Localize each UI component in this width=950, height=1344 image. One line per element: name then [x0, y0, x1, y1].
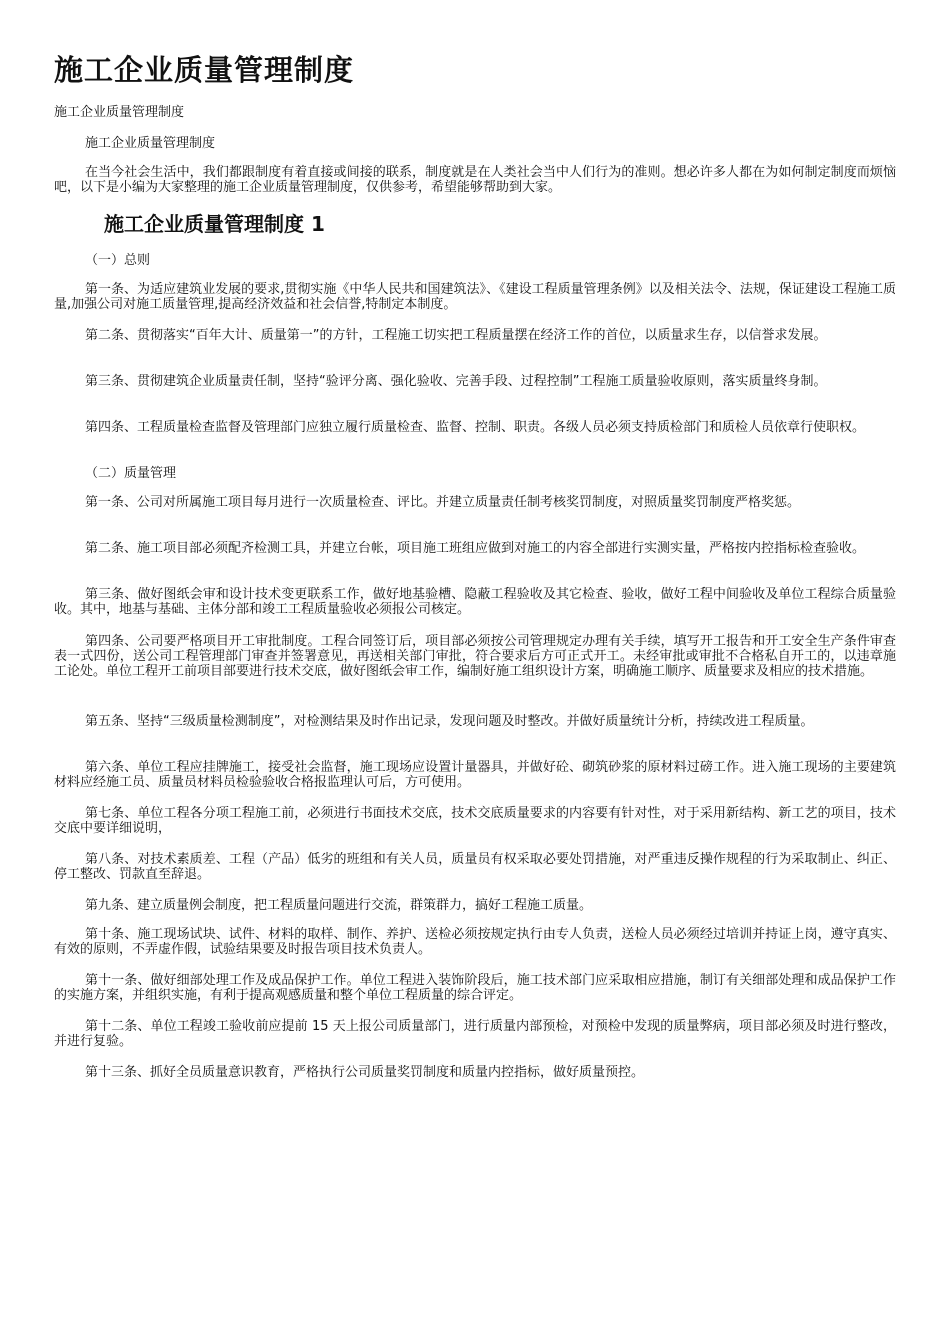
article-paragraph: 第十二条、单位工程竣工验收前应提前 15 天上报公司质量部门，进行质量内部预检，对预检中发现的质量弊病，项目部必须及时进行整改，并进行复验。 — [54, 1019, 896, 1049]
article-paragraph: 第一条、为适应建筑业发展的要求,贯彻实施《中华人民共和国建筑法》、《建设工程质量管理条例》以及相关法令、法规，保证建设工程施工质量,加强公司对施工质量管理,提高经济效益和社会信誉,特制定本制度。 — [54, 282, 896, 312]
article-paragraph: 第十一条、做好细部处理工作及成品保护工作。单位工程进入装饰阶段后，施工技术部门应采取相应措施，制订有关细部处理和成品保护工作的实施方案，并组织实施，有利于提高观感质量和整个单位工程质量的综合评定。 — [54, 973, 896, 1003]
article-paragraph: 第六条、单位工程应挂牌施工，接受社会监督，施工现场应设置计量器具，并做好砼、砌筑砂浆的原材料过磅工作。进入施工现场的主要建筑材料应经施工员、质量员材料员检验验收合格报监理认可后，方可使用。 — [54, 760, 896, 790]
article-paragraph: 第三条、贯彻建筑企业质量责任制，坚持“验评分离、强化验收、完善手段、过程控制”工程施工质量验收原则，落实质量终身制。 — [85, 374, 827, 389]
document-title: 施工企业质量管理制度 — [54, 53, 355, 87]
article-paragraph: 第十三条、抓好全员质量意识教育，严格执行公司质量奖罚制度和质量内控指标，做好质量预控。 — [85, 1065, 645, 1080]
part-title-general: （一）总则 — [85, 253, 151, 268]
intro-paragraph: 在当今社会生活中，我们都跟制度有着直接或间接的联系，制度就是在人类社会当中人们行为的准则。想必许多人都在为如何制定制度而烦恼吧，以下是小编为大家整理的施工企业质量管理制度，仅供参考，希望能够帮助到大家。 — [54, 165, 896, 195]
section-heading: 施工企业质量管理制度 1 — [104, 212, 325, 236]
article-paragraph: 第十条、施工现场试块、试件、材料的取样、制作、养护、送检必须按规定执行由专人负责，送检人员必须经过培训并持证上岗，遵守真实、有效的原则，不弄虚作假，试验结果要及时报告项目技术负责人。 — [54, 927, 896, 957]
article-paragraph: 第四条、工程质量检查监督及管理部门应独立履行质量检查、监督、控制、职责。各级人员必须支持质检部门和质检人员依章行使职权。 — [85, 420, 866, 435]
document-subtitle: 施工企业质量管理制度 — [54, 105, 185, 120]
article-paragraph: 第三条、做好图纸会审和设计技术变更联系工作，做好地基验槽、隐蔽工程验收及其它检查、验收，做好工程中间验收及单位工程综合质量验收。其中，地基与基础、主体分部和竣工工程质量验收必须报公司核定。 — [54, 587, 896, 617]
article-paragraph: 第五条、坚持“三级质量检测制度”，对检测结果及时作出记录，发现问题及时整改。并做好质量统计分析，持续改进工程质量。 — [85, 714, 814, 729]
article-paragraph: 第四条、公司要严格项目开工审批制度。工程合同签订后，项目部必须按公司管理规定办理有关手续，填写开工报告和开工安全生产条件审查表一式四份，送公司工程管理部门审查并签署意见，再送相关部门审批，符合要求后方可正式开工。未经审批或审批不合格私自开工的，以违章施工论处。单位工程开工前项目部要进行技术交底，做好图纸会审工作，编制好施工组织设计方案，明确施工顺序、质量要求及相应的技术措施。 — [54, 634, 896, 679]
article-paragraph: 第九条、建立质量例会制度，把工程质量问题进行交流，群策群力，搞好工程施工质量。 — [85, 898, 593, 913]
article-paragraph: 第二条、施工项目部必须配齐检测工具，并建立台帐，项目施工班组应做到对施工的内容全部进行实测实量，严格按内控指标检查验收。 — [85, 541, 866, 556]
part-title-quality-management: （二）质量管理 — [85, 466, 177, 481]
article-paragraph: 第七条、单位工程各分项工程施工前，必须进行书面技术交底，技术交底质量要求的内容要有针对性，对于采用新结构、新工艺的项目，技术交底中要详细说明， — [54, 806, 896, 836]
document-subtitle-indented: 施工企业质量管理制度 — [85, 136, 216, 151]
article-paragraph: 第八条、对技术素质差、工程（产品）低劣的班组和有关人员，质量员有权采取必要处罚措施，对严重违反操作规程的行为采取制止、纠正、停工整改、罚款直至辞退。 — [54, 852, 896, 882]
article-paragraph: 第二条、贯彻落实“百年大计、质量第一”的方针，工程施工切实把工程质量摆在经济工作的首位，以质量求生存，以信誉求发展。 — [85, 328, 827, 343]
article-paragraph: 第一条、公司对所属施工项目每月进行一次质量检查、评比。并建立质量责任制考核奖罚制度，对照质量奖罚制度严格奖惩。 — [85, 495, 801, 510]
